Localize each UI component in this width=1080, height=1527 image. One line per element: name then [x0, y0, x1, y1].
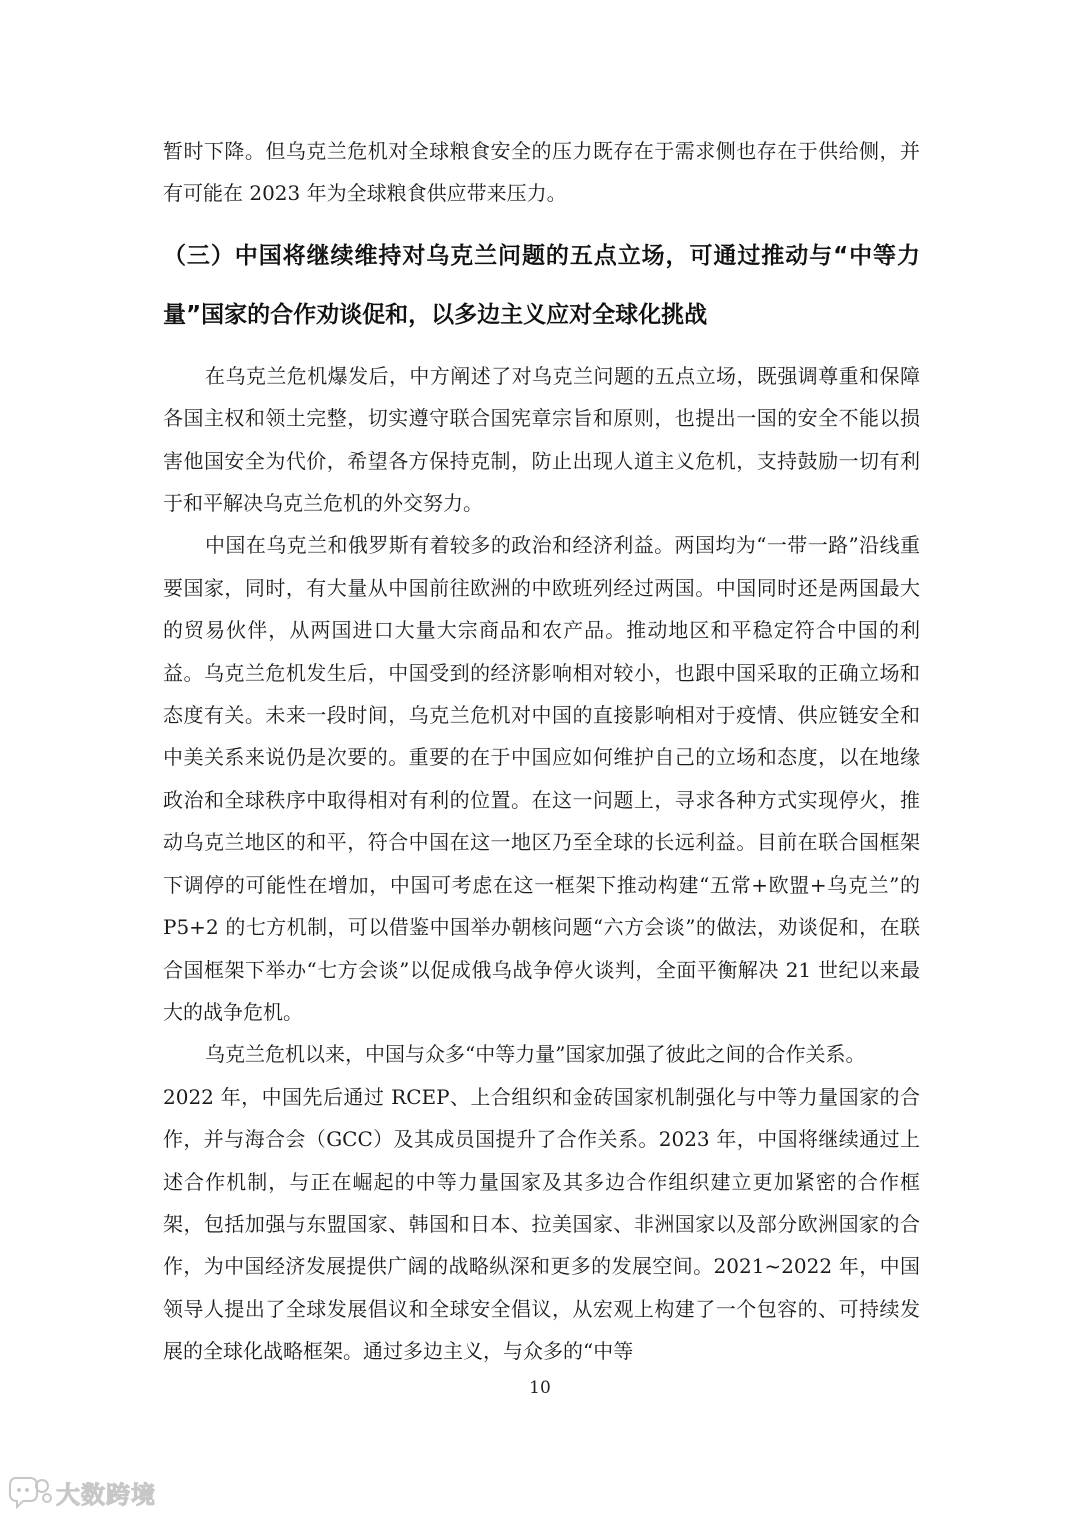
watermark — [8, 1470, 156, 1514]
continuation-paragraph: 暂时下降。但乌克兰危机对全球粮食安全的压力既存在于需求侧也存在于供给侧，并有可能在 2023 年为全球粮食供应带来压力。 — [163, 139, 920, 206]
paragraph-middle-powers: 乌克兰危机以来，中国与众多“中等力量”国家加强了彼此之间的合作关系。 — [205, 1042, 866, 1067]
page-number: 10 — [529, 1378, 551, 1398]
section-heading: （三）中国将继续维持对乌克兰问题的五点立场，可通过推动与“中等力量”国家的合作劝谈促和，以多边主义应对全球化挑战 — [163, 242, 920, 328]
paragraph-china-interests: 中国在乌克兰和俄罗斯有着较多的政治和经济利益。两国均为“一带一路”沿线重要国家，同时，有大量从中国前往欧洲的中欧班列经过两国。中国同时还是两国最大的贸易伙伴，从两国进口大量大宗商品和农产品。推动地区和平稳定符合中国的利益。乌克兰危机发生后，中国受到的经济影响相对较小，也跟中国采取的正确立场和态度有关。未来一段时间，乌克兰危机对中国的直接影响相对于疫情、供应链安全和中美关系来说仍是次要的。重要的在于中国应如何维护自己的立场和态度，以在地缘政治和全球秩序中取得相对有利的位置。在这一问题上，寻求各种方式实现停火，推动乌克兰地区的和平，符合中国在这一地区乃至全球的长远利益。目前在联合国框架下调停的可能性在增加，中国可考虑在这一框架下推动构建“五常+欧盟+乌克兰”的 P5+2 的七方机制，可以借鉴中国举办朝核问题“六方会谈”的做法，劝谈促和，在联合国框架下举办“七方会谈”以促成俄乌战争停火谈判，全面平衡解决 21 世纪以来最大的战争危机。 — [163, 533, 920, 1024]
paragraph-five-point-position: 在乌克兰危机爆发后，中方阐述了对乌克兰问题的五点立场，既强调尊重和保障各国主权和领土完整，切实遵守联合国宪章宗旨和原则，也提出一国的安全不能以损害他国安全为代价，希望各方保持克制，防止出现人道主义危机，支持鼓励一切有利于和平解决乌克兰危机的外交努力。 — [163, 363, 920, 516]
chat-bubble-logo-icon — [8, 1474, 52, 1510]
watermark-text: 大数跨境 — [56, 1480, 156, 1509]
paragraph-cooperation-mechanisms: 2022 年，中国先后通过 RCEP、上合组织和金砖国家机制强化与中等力量国家的合作，并与海合会（GCC）及其成员国提升了合作关系。2023 年，中国将继续通过上述合作机制，与正在崛起的中等力量国家及其多边合作组织建立更加紧密的合作框架，包括加强与东盟国家、韩国和日本、拉美国家、非洲国家以及部分欧洲国家的合作，为中国经济发展提供广阔的战略纵深和更多的发展空间。2021~2022 年，中国领导人提出了全球发展倡议和全球安全倡议，从宏观上构建了一个包容的、可持续发展的全球化战略框架。通过多边主义，与众多的“中等 — [163, 1084, 920, 1364]
page-content — [163, 130, 920, 1373]
